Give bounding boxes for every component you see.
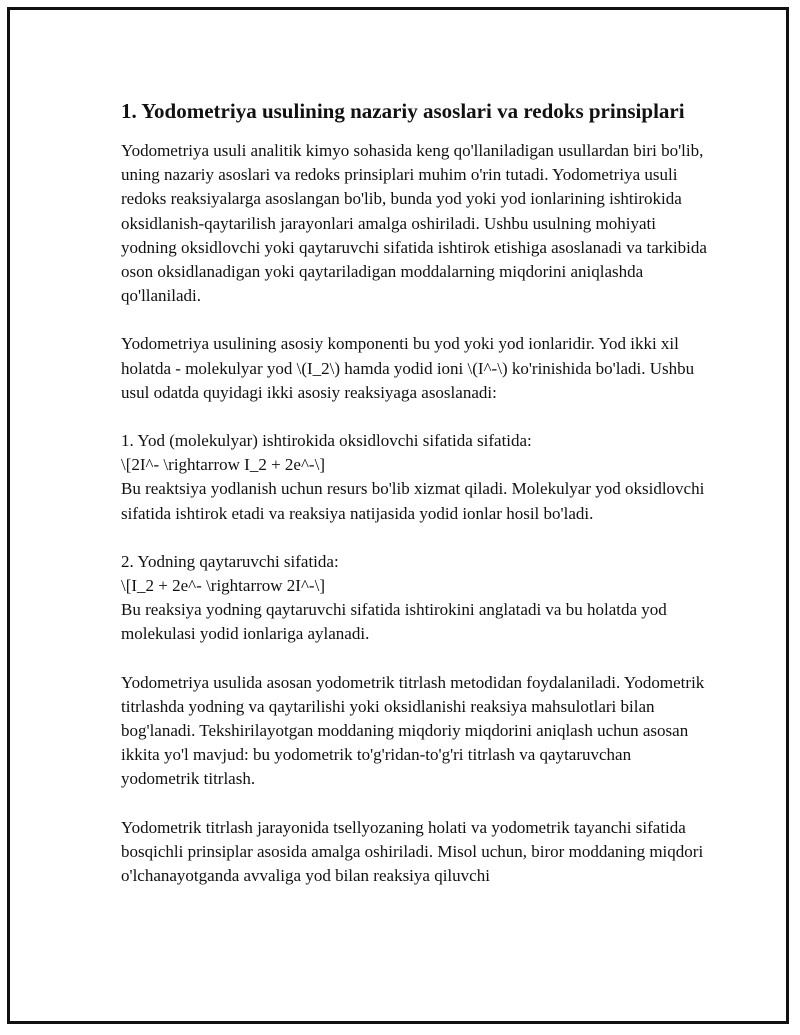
paragraph-reaction-reduction: 2. Yodning qaytaruvchi sifatida: \[I_2 + 2e^- \rightarrow 2I^-\] Bu reaksiya yodning qaytaruvchi sifatida ishtirokini anglatadi va bu holatda yod molekulasi yodid ionlariga aylanadi. [121,551,667,644]
section-heading: 1. Yodometriya usulining nazariy asoslari va redoks prinsiplari [121,99,685,123]
paragraph-intro: Yodometriya usuli analitik kimyo sohasida keng qo'llaniladigan usullardan biri bo'lib, uning nazariy asoslari va redoks prinsiplari muhim o'rin tutadi. Yodometriya usuli redoks reaksiyalarga asoslangan bo'lib, bunda yod yoki yod ionlarining ishtirokida oksidlanish-qaytarilish jarayonlari amalga oshiriladi. Ushbu usulning mohiyati yodning oksidlovchi yoki qaytaruvchi sifatida ishtirok etishiga asoslanadi va tarkibida oson oksidlanadigan yoki qaytariladigan moddalarning miqdorini aniqlashda qo'llaniladi. [121,141,707,306]
page-frame [7,7,789,1024]
paragraph-titration: Yodometriya usulida asosan yodometrik titrlash metodidan foydalaniladi. Yodometrik titrlashda yodning va qaytarilishi yoki oksidlanishi reaksiya mahsulotlari bilan bog'lanadi. Tekshirilayotgan moddaning miqdoriy miqdorini aniqlash uchun asosan ikkita yo'l mavjud: bu yodometrik to'g'ridan-to'g'ri titrlash va qaytaruvchan yodometrik titrlash. [121,672,705,789]
paragraph-components: Yodometriya usulining asosiy komponenti bu yod yoki yod ionlaridir. Yod ikki xil holatda - molekulyar yod \(I_2\) hamda yodid ioni \(I^-\) ko'rinishida bo'ladi. Ushbu usul odatda quyidagi ikki asosiy reaksiyaga asoslanadi: [121,334,695,402]
paragraph-titration-process: Yodometrik titrlash jarayonida tsellyozaning holati va yodometrik tayanchi sifatida bosqichli prinsiplar asosida amalga oshiriladi. Misol uchun, biror moddaning miqdori o'lchanayotganda avvaliga yod bilan reaksiya qiluvchi [121,817,704,886]
document-body [121,98,711,912]
paragraph-reaction-oxidation: 1. Yod (molekulyar) ishtirokida oksidlovchi sifatida sifatida: \[2I^- \rightarrow I_2 + 2e^-\] Bu reaktsiya yodlanish uchun resurs bo'lib xizmat qiladi. Molekulyar yod oksidlovchi sifatida ishtirok etadi va reaksiya natijasida yodid ionlar hosil bo'ladi. [121,431,705,523]
